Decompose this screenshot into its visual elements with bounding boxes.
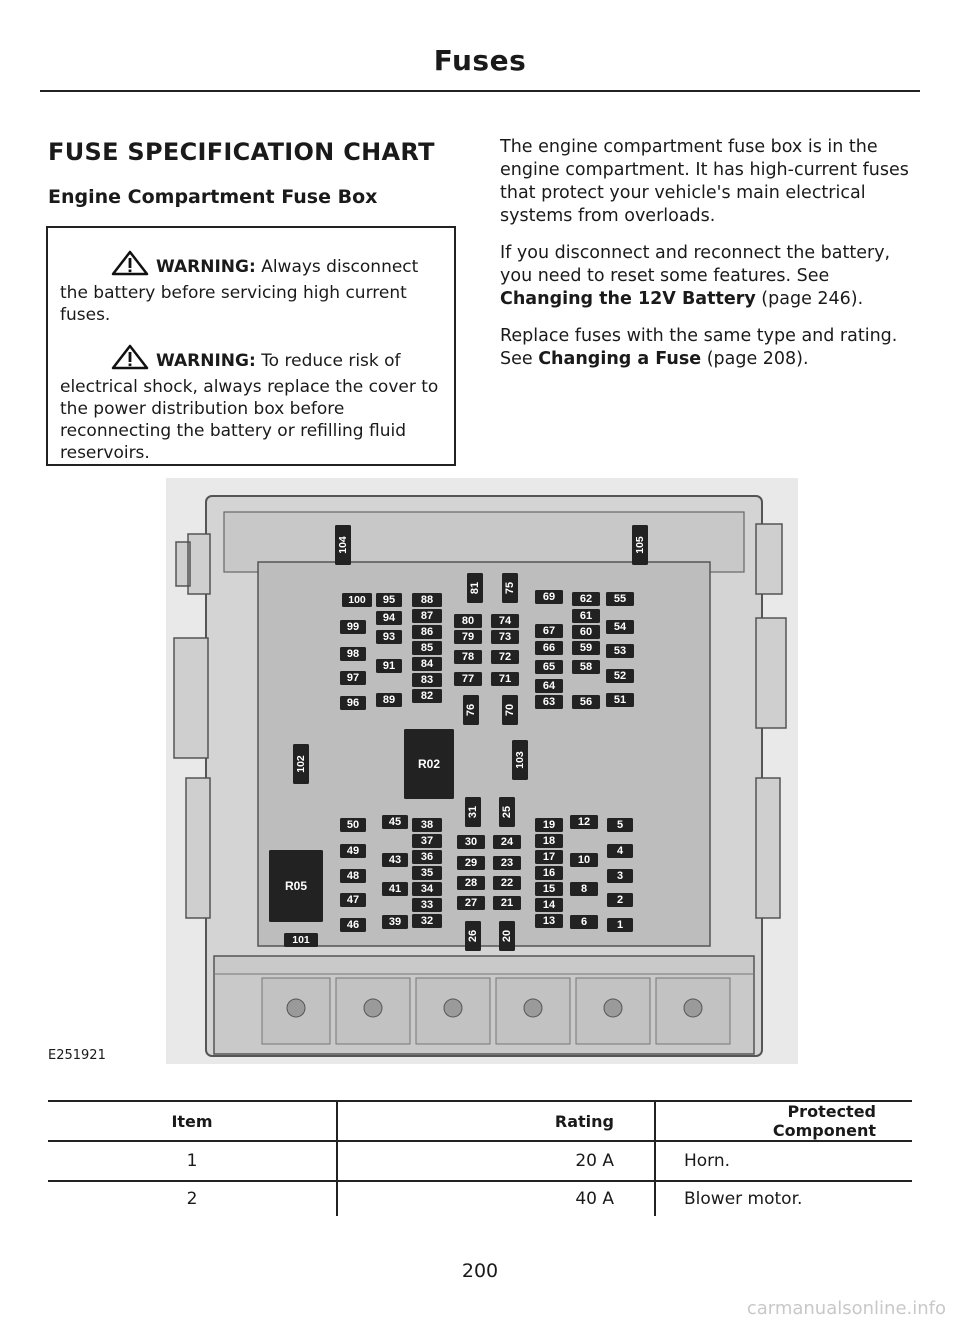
- fuse-label-4: 4: [616, 845, 624, 857]
- fuse-label-32: 32: [420, 915, 434, 927]
- fuse-label-93: 93: [382, 631, 396, 643]
- intro-text: (page 208).: [701, 349, 809, 369]
- connector-bolt: [524, 999, 542, 1017]
- fuse-label-49: 49: [346, 845, 360, 857]
- warning-box: [46, 226, 456, 466]
- fuse-label-3: 3: [616, 870, 624, 882]
- fuse-label-23: 23: [500, 857, 514, 869]
- page-number: 200: [461, 1260, 499, 1282]
- fuse-label-52: 52: [613, 670, 627, 682]
- table-row: [48, 1181, 912, 1216]
- fuse-label-81: 81: [469, 581, 481, 595]
- fuse-label-102: 102: [295, 755, 307, 773]
- table-row: [48, 1141, 912, 1181]
- fuse-label-72: 72: [498, 651, 512, 663]
- fuse-label-95: 95: [382, 594, 396, 606]
- fuse-label-54: 54: [613, 621, 627, 633]
- fuse-label-5: 5: [616, 819, 624, 831]
- fuse-label-98: 98: [346, 648, 360, 660]
- fuse-label-R02: R02: [417, 757, 441, 771]
- intro-paragraph-3: [500, 325, 920, 371]
- fuse-label-45: 45: [388, 816, 402, 828]
- connector-bolt: [287, 999, 305, 1017]
- intro-text: (page 246).: [755, 289, 864, 309]
- intro-paragraph-1: The engine compartment fuse box is in the engine compartment. It has high-current fuses that protect your vehicle's main electrical systems from overloads.: [500, 137, 909, 226]
- fuse-label-41: 41: [388, 883, 402, 895]
- fuse-label-58: 58: [579, 661, 593, 673]
- fuse-spec-table: [48, 1100, 912, 1216]
- warning-1: [60, 250, 444, 326]
- fuse-label-78: 78: [461, 651, 475, 663]
- fuse-label-28: 28: [464, 877, 478, 889]
- table-header-row: [48, 1101, 912, 1141]
- fuse-label-71: 71: [498, 673, 512, 685]
- fuse-label-R05: R05: [284, 879, 308, 893]
- fuse-label-55: 55: [613, 593, 627, 605]
- fuse-label-43: 43: [388, 854, 402, 866]
- fuse-label-31: 31: [467, 805, 479, 819]
- fuse-label-66: 66: [542, 642, 556, 654]
- fuse-label-87: 87: [420, 610, 434, 622]
- fuse-label-10: 10: [577, 854, 591, 866]
- fuse-label-100: 100: [348, 594, 366, 606]
- fuse-label-35: 35: [420, 867, 434, 879]
- intro-text: If you disconnect and reconnect the battery, you need to reset some features. See: [500, 243, 891, 286]
- fuse-label-18: 18: [542, 835, 556, 847]
- warning-2: [60, 344, 444, 464]
- fuse-label-84: 84: [420, 658, 434, 670]
- fuse-label-89: 89: [382, 694, 396, 706]
- fuse-label-48: 48: [346, 870, 360, 882]
- fuse-label-82: 82: [420, 690, 434, 702]
- fuse-label-56: 56: [579, 696, 593, 708]
- fuse-label-2: 2: [616, 894, 624, 906]
- connector-bolt: [444, 999, 462, 1017]
- fuse-label-86: 86: [420, 626, 434, 638]
- column-header-rating: Rating: [337, 1101, 655, 1141]
- fuse-label-96: 96: [346, 697, 360, 709]
- fuse-label-22: 22: [500, 877, 514, 889]
- fuse-label-73: 73: [498, 631, 512, 643]
- fuse-label-67: 67: [542, 625, 556, 637]
- fuse-label-104: 104: [337, 536, 349, 554]
- intro-column: [500, 136, 920, 385]
- fuse-label-91: 91: [382, 660, 396, 672]
- fuse-label-85: 85: [420, 642, 434, 654]
- fuse-label-27: 27: [464, 897, 478, 909]
- fuse-box-diagram: [166, 478, 798, 1064]
- fuse-label-16: 16: [542, 867, 556, 879]
- fuse-label-103: 103: [514, 751, 526, 769]
- connector-bolt: [604, 999, 622, 1017]
- fuse-label-38: 38: [420, 819, 434, 831]
- fuse-label-76: 76: [465, 703, 477, 717]
- connector-bolt: [364, 999, 382, 1017]
- cell-rating: 20 A: [337, 1141, 655, 1181]
- fuse-label-105: 105: [634, 536, 646, 554]
- header-divider: [40, 90, 920, 92]
- fuse-label-19: 19: [542, 819, 556, 831]
- fuse-label-63: 63: [542, 696, 556, 708]
- fuse-label-39: 39: [388, 916, 402, 928]
- intro-paragraph-2: [500, 242, 920, 311]
- fuse-label-64: 64: [542, 680, 556, 692]
- fuse-label-80: 80: [461, 615, 475, 627]
- fuse-label-37: 37: [420, 835, 434, 847]
- fuse-label-60: 60: [579, 626, 593, 638]
- fuse-label-88: 88: [420, 594, 434, 606]
- fuse-label-13: 13: [542, 915, 556, 927]
- fuse-label-24: 24: [500, 836, 514, 848]
- fuse-label-25: 25: [501, 805, 513, 819]
- fuse-label-46: 46: [346, 919, 360, 931]
- fuse-label-47: 47: [346, 894, 360, 906]
- cell-rating: 40 A: [337, 1181, 655, 1216]
- fuse-label-94: 94: [382, 612, 396, 624]
- page-header-title: Fuses: [433, 44, 527, 77]
- fuse-label-77: 77: [461, 673, 475, 685]
- fuse-label-6: 6: [580, 916, 588, 928]
- fuse-label-97: 97: [346, 672, 360, 684]
- fuse-label-53: 53: [613, 645, 627, 657]
- fuse-label-21: 21: [500, 897, 514, 909]
- fuse-label-34: 34: [420, 883, 434, 895]
- intro-text: Replace fuses with the same type and rating. See: [500, 326, 898, 369]
- watermark: carmanualsonline.info: [746, 1298, 946, 1319]
- warning-label: WARNING:: [156, 351, 256, 371]
- fuse-label-99: 99: [346, 621, 360, 633]
- figure-id: E251921: [48, 1048, 106, 1063]
- fuse-label-101: 101: [292, 934, 310, 946]
- fuse-label-65: 65: [542, 661, 556, 673]
- fuse-label-26: 26: [467, 929, 479, 943]
- warning-text: Always disconnect the battery before servicing high current fuses.: [60, 257, 419, 325]
- fuse-label-79: 79: [461, 631, 475, 643]
- fuse-label-83: 83: [420, 674, 434, 686]
- cell-component: Blower motor.: [655, 1181, 912, 1216]
- connector-bolt: [684, 999, 702, 1017]
- fuse-label-51: 51: [613, 694, 627, 706]
- fuse-label-17: 17: [542, 851, 556, 863]
- fuse-label-50: 50: [346, 819, 360, 831]
- warning-triangle-icon: [110, 344, 150, 376]
- fuse-label-69: 69: [542, 591, 556, 603]
- fuse-label-12: 12: [577, 816, 591, 828]
- fuse-box-illustration: [166, 478, 798, 1064]
- fuse-label-1: 1: [616, 919, 624, 931]
- subsection-title: Engine Compartment Fuse Box: [48, 186, 378, 208]
- battery-link[interactable]: Changing the 12V Battery: [500, 289, 756, 309]
- fuse-label-75: 75: [504, 581, 516, 595]
- fuse-label-62: 62: [579, 593, 593, 605]
- fuse-label-29: 29: [464, 857, 478, 869]
- fuse-label-14: 14: [542, 899, 556, 911]
- section-title: FUSE SPECIFICATION CHART: [48, 138, 435, 166]
- fuse-label-20: 20: [501, 929, 513, 943]
- fuse-label-74: 74: [498, 615, 512, 627]
- cell-item: 1: [48, 1141, 337, 1181]
- fuse-label-36: 36: [420, 851, 434, 863]
- fuse-label-33: 33: [420, 899, 434, 911]
- column-header-component: Protected Component: [655, 1101, 912, 1141]
- fuse-label-8: 8: [580, 883, 588, 895]
- warning-text: To reduce risk of electrical shock, always replace the cover to the power distribution box before reconnecting the battery or refilling fluid reservoirs.: [60, 351, 439, 463]
- fuse-label-59: 59: [579, 642, 593, 654]
- cell-item: 2: [48, 1181, 337, 1216]
- fuse-link[interactable]: Changing a Fuse: [538, 349, 702, 369]
- cell-component: Horn.: [655, 1141, 912, 1181]
- fuse-label-15: 15: [542, 883, 556, 895]
- fuse-label-61: 61: [579, 610, 593, 622]
- warning-triangle-icon: [110, 250, 150, 282]
- column-header-item: Item: [48, 1101, 337, 1141]
- fuse-label-30: 30: [464, 836, 478, 848]
- warning-label: WARNING:: [156, 257, 256, 277]
- fuse-label-70: 70: [504, 703, 516, 717]
